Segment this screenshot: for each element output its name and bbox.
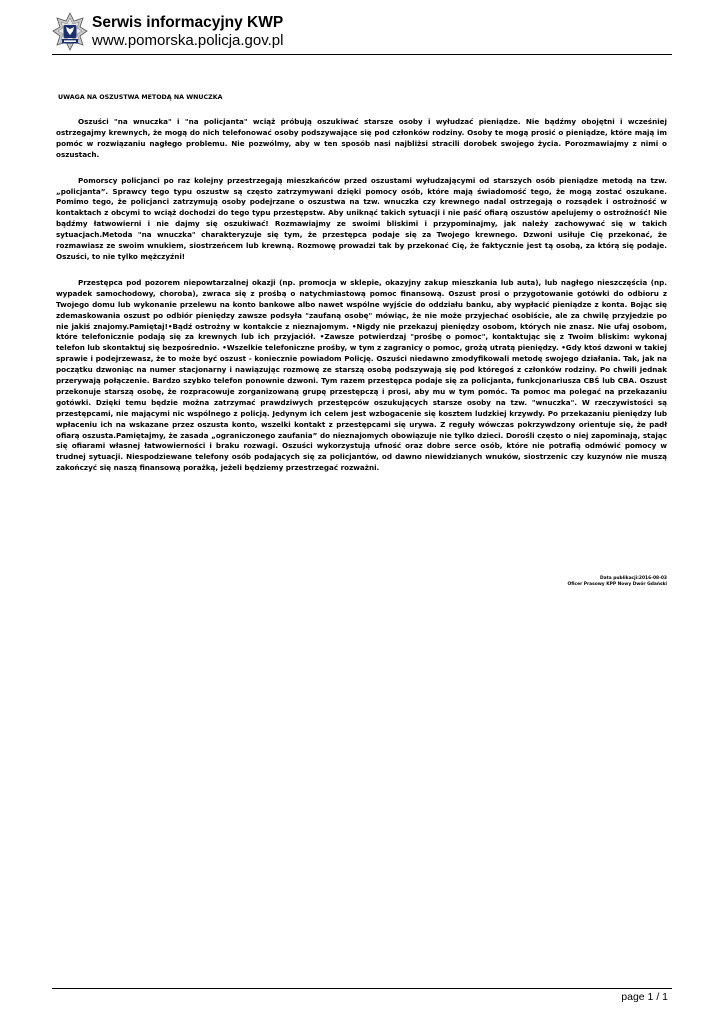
police-star-badge-icon — [52, 12, 88, 54]
site-title: Serwis informacyjny KWP — [92, 14, 284, 31]
article-paragraph: Oszuści "na wnuczka" i "na policjanta" wciąż próbują oszukiwać starsze osoby i wyłudzać pieniądze. Nie bądźmy obojętni i wcześniej ostrzegajmy krewnych, że mogą do nich telefonować osoby podszywające się pod członków rodziny. Osoby te mogą prosić o pieniądze, które mają im pomóc w rozwiązaniu nagłego problemu. Nie pozwólmy, aby w ten sposób nasi najbliżsi stracili dorobek swojego życia. Porozmawiajmy z nimi o oszustach. — [56, 117, 667, 159]
publication-author: Oficer Prasowy KPP Nowy Dwór Gdański — [567, 582, 667, 587]
publication-info — [568, 576, 667, 588]
article-paragraph: Przestępca pod pozorem niepowtarzalnej okazji (np. promocja w sklepie, okazyjny zakup mieszkania lub auta), lub nagłego nieszczęścia (np. wypadek samochodowy, choroba), zwraca się z prośbą o natychmiastową pomoc finansową. Oszust prosi o przygotowanie gotówki do odbioru z Twojego domu lub wykonanie przelewu na konto bankowe albo nawet wspólne wyjście do oddziału banku, aby wypłacić pieniądze z konta. Bojąc się zdemaskowania oszust po odbiór pieniędzy zawsze podsyła "zaufaną osobę" mówiąc, że nie może przyjechać osobiście, ale za chwilę przyjedzie po nie jakiś znajomy.Pamiętaj!•Bądź ostrożny w kontakcie z nieznajomym. •Nigdy nie przekazuj pieniędzy osobom, których nie znasz. Nie ufaj osobom, które telefonicznie podają się za krewnych lub ich przyjaciół. •Zawsze potwierdzaj "prośbę o pomoc", kontaktując się z Twoim bliskim: wykonaj telefon lub skontaktuj się bezpośrednio. •Wszelkie telefoniczne prośby, w tym z zagranicy o pomoc, grożą utratą pieniędzy. •Gdy ktoś dzwoni w takiej sprawie i podejrzewasz, że to może być oszust - koniecznie powiadom Policję. Oszuści niedawno zmodyfikowali metodę swojego działania. Tak, jak na początku dzwoniąc na numer stacjonarny i nawiązując rozmowę ze starszą osobą podszywają się pod któregoś z członków rodziny. Po chwili jednak przerywają połączenie. Bardzo szybko telefon ponownie dzwoni. Tym razem przestępca podaje się za policjanta, funkcjonariusza CBŚ lub CBA. Oszust przekonuje starszą osobę, że rozpracowuje zorganizowaną grupę przestępczą i prosi, aby mu w tym pomóc. Ta pomoc ma polegać na przekazaniu gotówki. Dzięki temu będzie można zatrzymać prawdziwych przestępców oszukujących starsze osoby na tzw. "wnuczka". W rzeczywistości są przestępcami, nie mającymi nic wspólnego z policją. Jedynym ich celem jest wzbogacenie się kosztem ludzkiej krzywdy. Po przekazaniu pieniędzy lub wpłaceniu ich na wskazane przez oszusta konto, wszelki kontakt z przestępcami się urywa. Z reguły wówczas pokrzywdzony orientuje się, że padł ofiarą oszusta.Pamiętajmy, że zasada „ograniczonego zaufania” do nieznajomych obowiązuje nie tylko dzieci. Dorośli często o niej zapominają, stając się ofiarami własnej łatwowierności i braku rozwagi. Oszuści wykorzystują ufność oraz dobre serce osób, które nie potrafią odmówić pomocy w trudnej sytuacji. Niespodziewane telefony osób podających się za policjantów, od dawno niewidzianych wnuków, siostrzenic czy kuzynów nie muszą zakończyć się naszą finansową porażką, jeżeli będziemy przestrzegać rozważni. — [56, 277, 667, 473]
article — [56, 93, 667, 489]
site-url: www.pomorska.policja.gov.pl — [92, 32, 284, 49]
footer-divider — [52, 988, 672, 989]
header-divider — [52, 54, 672, 55]
page-header — [52, 12, 674, 56]
page-number: page 1 / 1 — [621, 991, 668, 1003]
article-title: UWAGA NA OSZUSTWA METODĄ NA WNUCZKA — [58, 94, 223, 101]
publication-date: Data publikacji:2016-08-03 — [600, 576, 667, 581]
article-paragraph: Pomorscy policjanci po raz kolejny przestrzegają mieszkańców przed oszustami wyłudzającymi od starszych osób pieniądze metodą na tzw. „policjanta”. Sprawcy tego typu oszustw są często zatrzymywani dzięki pomocy osób, które mają świadomość tego, że mogą zostać oszukane. Pomimo tego, że policjanci zatrzymują osoby podejrzane o oszustwa na tzw. wnuczka czy krewnego nadal ostrzegają o rozsądek i ostrożność w kontaktach z obcymi to wciąż dochodzi do tego typu przestępstw. Aby uniknąć takich sytuacji i nie paść ofiarą oszustów apelujemy o ostrożność! Nie bądźmy łatwowierni i nie dajmy się oszukiwać! Rozmawiajmy ze swoimi bliskimi i przypominajmy, jak należy zachowywać się w takich sytuacjach.Metoda "na wnuczka" charakteryzuje się tym, że przestępca podaje się za Twojego krewnego. Dzwoni usiłuje Cię przekonać, że rozmawiasz ze swoim wnukiem, siostrzeńcem lub krewną. Rozmowę prowadzi tak by przekonać Cię, że faktycznie jest tą osobą, za którą się podaje. Oszuści, to nie tylko mężczyźni! — [56, 175, 667, 261]
